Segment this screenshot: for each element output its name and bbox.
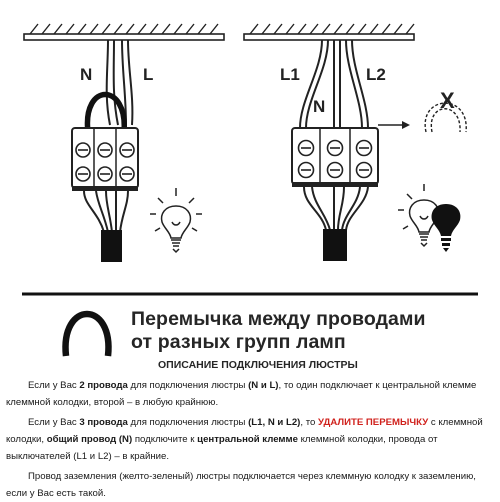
jumper-arch-icon — [58, 302, 116, 358]
paragraph-grounding: Провод заземления (желто-зеленый) люстры подключается через клеммную колодку к заземлению, если у Вас есть такой. — [6, 471, 476, 499]
subtitle: ОПИСАНИЕ ПОДКЛЮЧЕНИЯ ЛЮСТРЫ — [158, 359, 358, 371]
jumper-loop-left — [87, 95, 124, 133]
ceiling-right — [244, 24, 414, 40]
label-l1: L1 — [280, 65, 300, 84]
left-wiring-diagram — [24, 24, 224, 262]
lightbulb-icon-left — [150, 188, 202, 252]
remove-x-mark: X — [440, 88, 455, 113]
terminal-block-right — [292, 128, 378, 187]
incoming-wires-right — [300, 40, 368, 128]
right-wiring-diagram — [244, 24, 466, 261]
outgoing-wires-left — [84, 191, 128, 232]
label-n-left: N — [80, 65, 93, 84]
label-n-right: N — [313, 97, 326, 116]
lightbulb-icon-dark — [432, 204, 461, 252]
cable-sheath-left — [101, 230, 122, 262]
label-l-left: L — [143, 65, 154, 84]
title-line-1: Перемычка между проводами — [131, 308, 426, 330]
title-line-2: от разных групп ламп — [131, 331, 346, 353]
label-l2: L2 — [366, 65, 386, 84]
incoming-wires-left — [107, 40, 133, 125]
outgoing-wires-right — [304, 187, 368, 230]
ceiling-left — [24, 24, 224, 40]
cable-sheath-right — [323, 229, 347, 261]
arrow-icon — [378, 121, 410, 129]
remove-jumper-warning: УДАЛИТЕ ПЕРЕМЫЧКУ — [318, 417, 429, 428]
terminal-block-left — [72, 128, 138, 191]
paragraph-three-wires: Если у Вас 3 провода для подключения люстры (L1, N и L2), то УДАЛИТЕ ПЕРЕМЫЧКУ с клеммной колодки, общий провод (N) подключите к центральной клемме клеммной колодки, провода от выключателей (L1 и L2) – в крайние. — [6, 417, 483, 462]
paragraph-two-wires: Если у Вас 2 провода для подключения люстры (N и L), то один подключает к центральной клемме клеммной колодки, второй – в любую крайнюю. — [6, 380, 477, 408]
